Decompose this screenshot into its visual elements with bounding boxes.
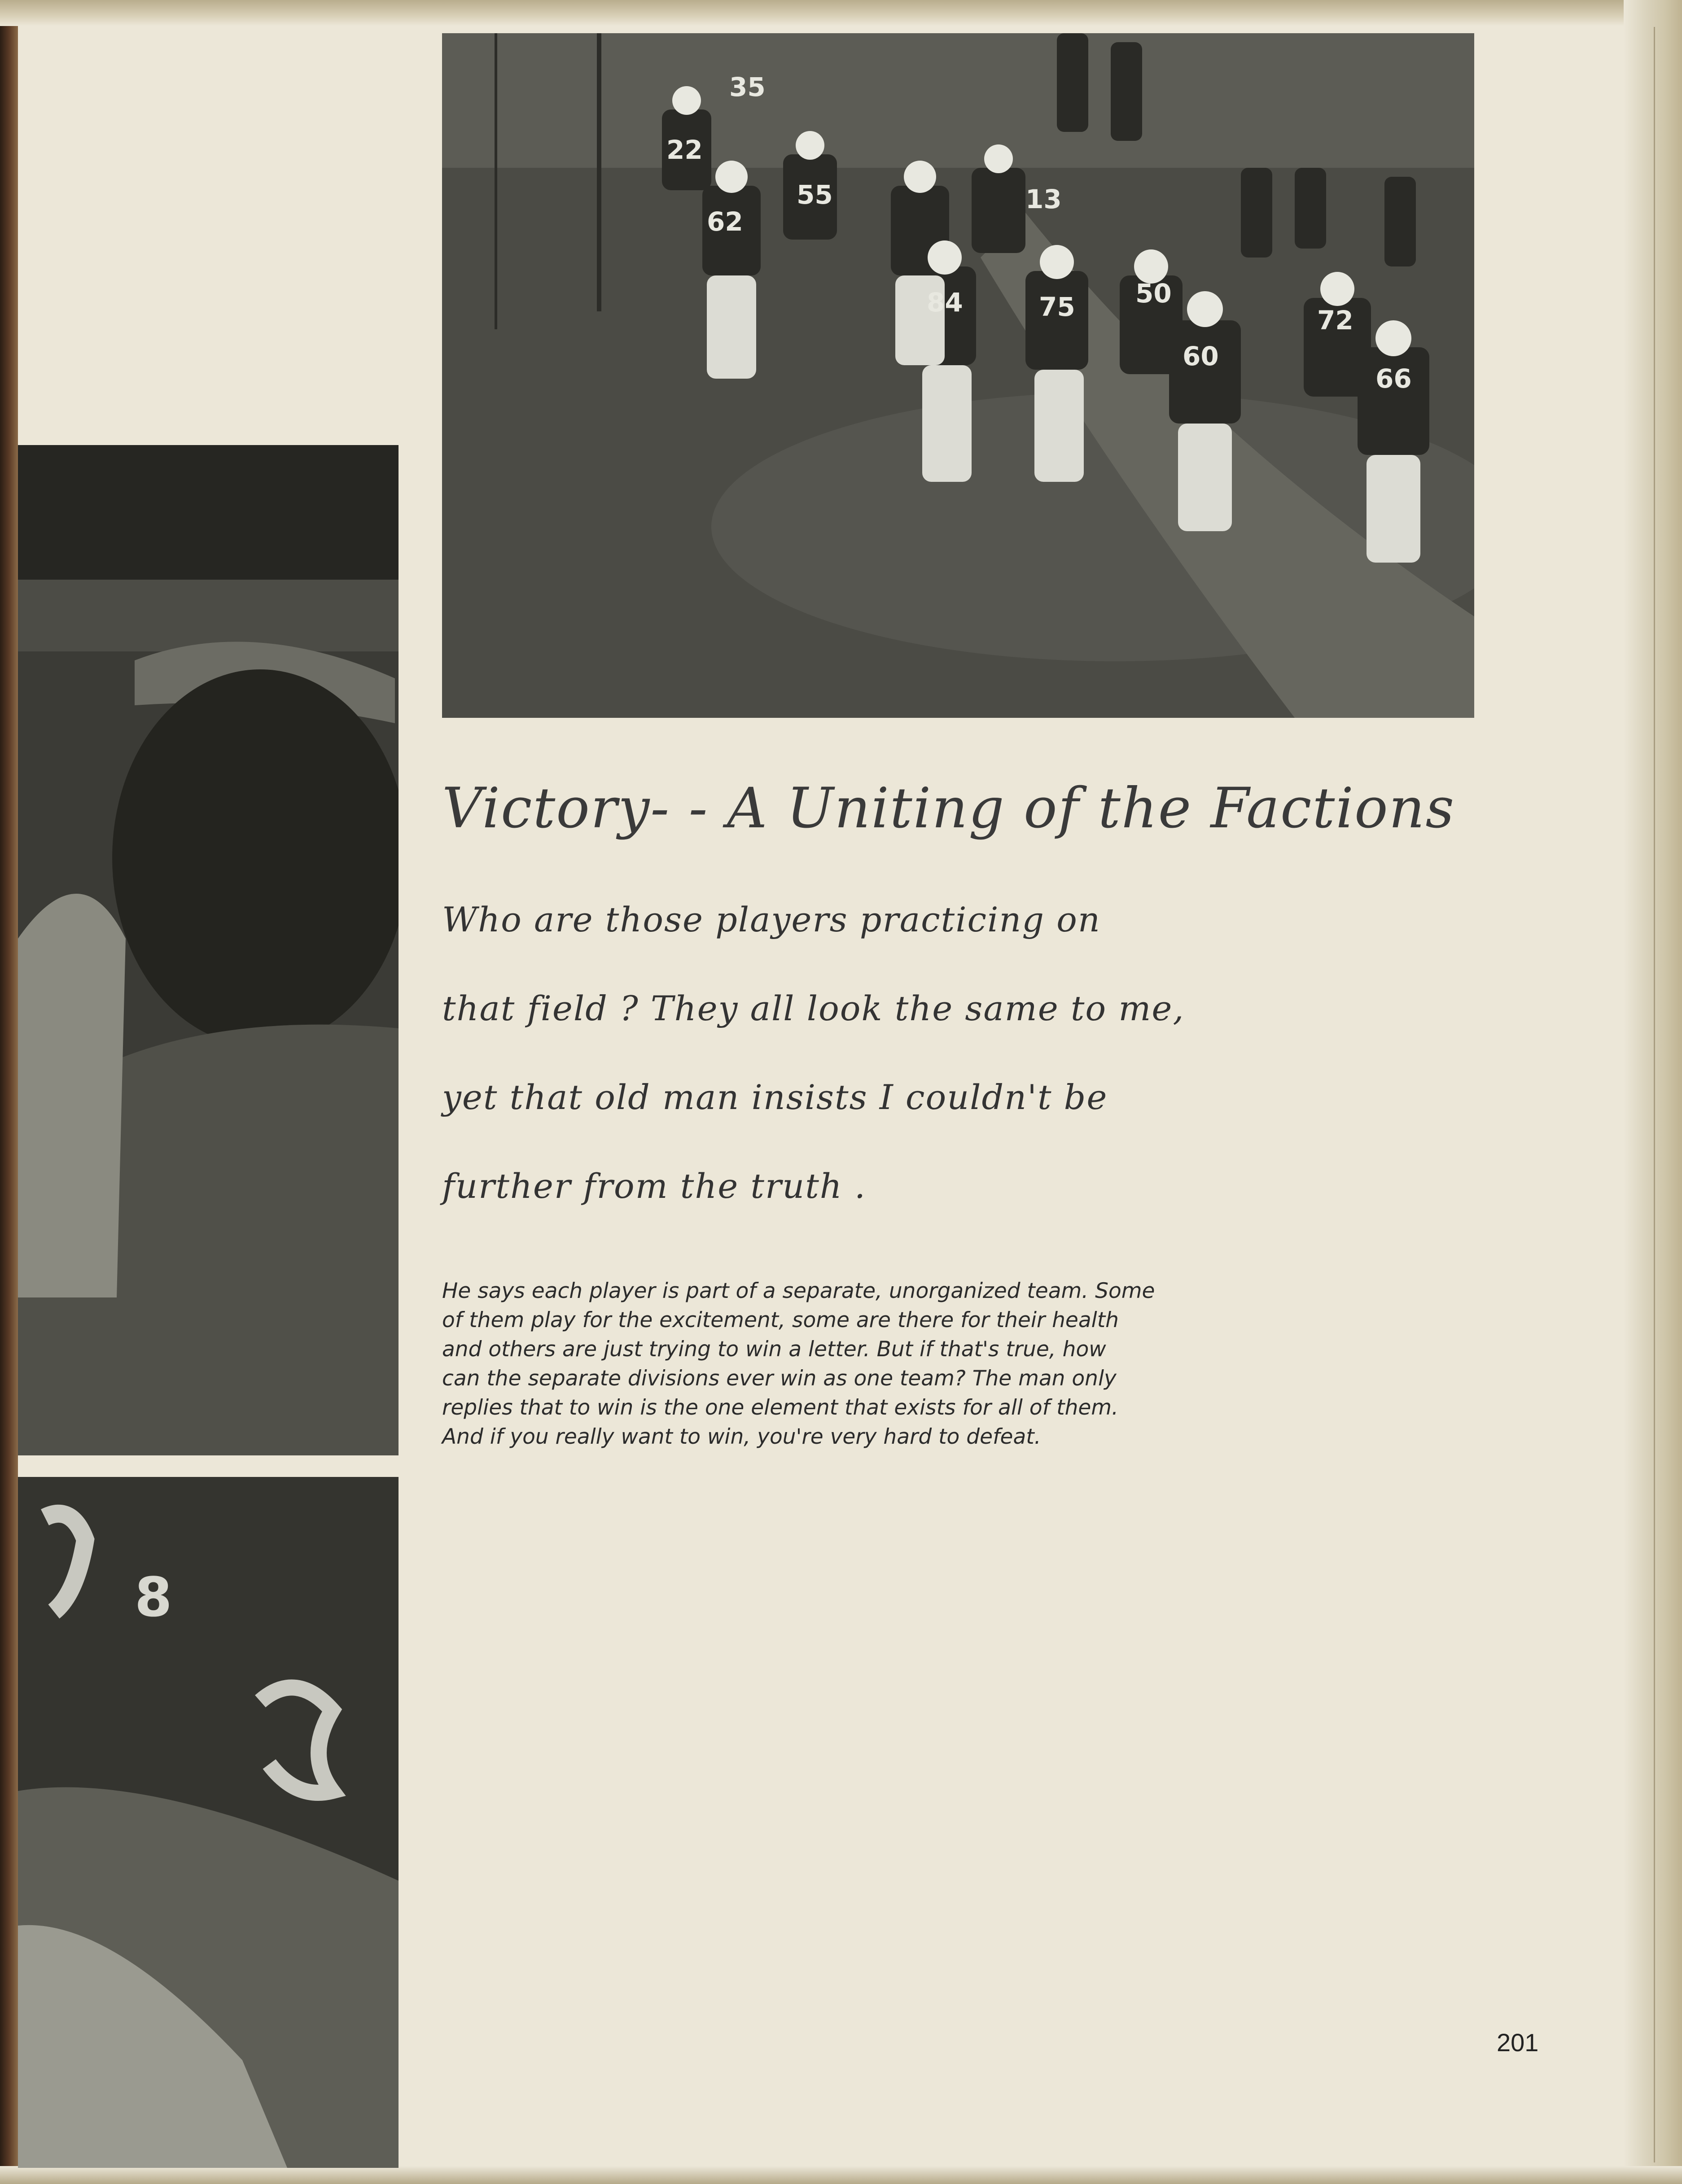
body-line: And if you really want to win, you're very hard to defeat. (442, 1424, 1041, 1449)
jersey-number: 62 (707, 206, 743, 237)
page-edge-top (0, 0, 1682, 26)
player-closeup-photo (18, 1477, 399, 2168)
poem-line: yet that old man insists I couldn't be (442, 1077, 1108, 1117)
jersey-number: 66 (1375, 363, 1412, 394)
body-line: He says each player is part of a separate, unorganized team. Some (442, 1279, 1155, 1303)
jersey-number: 72 (1317, 305, 1353, 336)
jersey-number: 60 (1183, 341, 1219, 371)
jersey-number: 35 (729, 72, 766, 102)
body-line: of them play for the excitement, some are there for their health (442, 1308, 1119, 1332)
body-line: and others are just trying to win a letter. But if that's true, how (442, 1337, 1106, 1362)
poem-block (442, 902, 1295, 1257)
poem-line: Who are those players practicing on (442, 900, 1101, 939)
page-edge-bottom (0, 2166, 1682, 2184)
player-closeup-photo-art (18, 1477, 399, 2168)
jersey-number: 50 (1135, 278, 1172, 309)
page-number: 201 (1497, 2028, 1539, 2057)
jersey-number: 22 (666, 135, 703, 165)
jersey-number: 8 (135, 1567, 172, 1629)
poem-line: that field ? They all look the same to me, (442, 988, 1185, 1028)
body-line: replies that to win is the one element that exists for all of them. (442, 1395, 1119, 1420)
body-paragraph (442, 1276, 1227, 1451)
page-headline: Victory- - A Uniting of the Factions (442, 776, 1455, 841)
book-spine (0, 0, 18, 2184)
jersey-number: 75 (1039, 292, 1075, 322)
spectator-photo (18, 445, 399, 1455)
jersey-number: 84 (927, 287, 963, 318)
jersey-number: 13 (1025, 184, 1062, 214)
body-line: can the separate divisions ever win as one team? The man only (442, 1366, 1117, 1391)
poem-line: further from the truth . (442, 1166, 867, 1206)
jersey-number: 55 (797, 179, 833, 210)
spectator-photo-art (18, 445, 399, 1455)
football-team-photo (442, 33, 1474, 718)
page-edge-line (1654, 27, 1655, 2162)
football-team-photo-art (442, 33, 1474, 718)
page-edge-right (1624, 0, 1682, 2184)
